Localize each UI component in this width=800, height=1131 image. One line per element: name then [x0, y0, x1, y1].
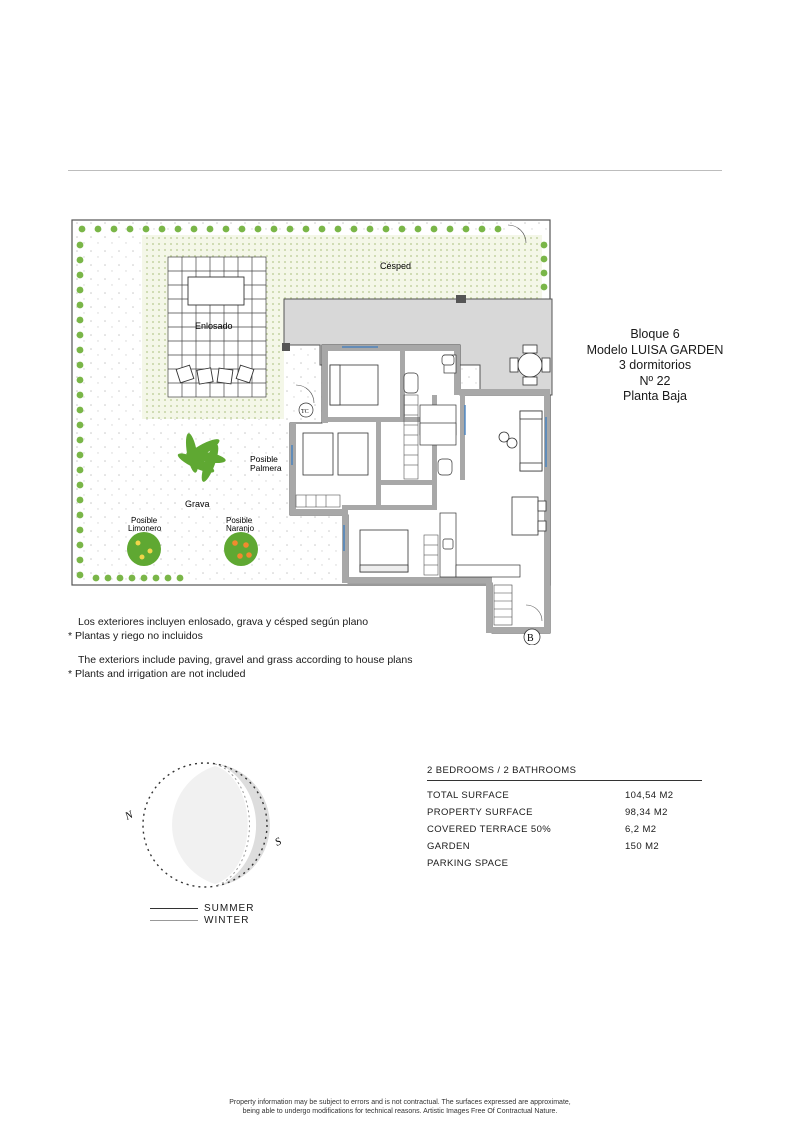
- hedge-dot: [127, 226, 134, 233]
- hedge-dot: [77, 467, 84, 474]
- winter-legend-label: WINTER: [204, 914, 250, 926]
- bedroom-count: 3 dormitorios: [618, 358, 692, 372]
- hedge-dot: [303, 226, 310, 233]
- label-enlosado: Enlosado: [195, 321, 233, 331]
- hedge-dot: [175, 226, 182, 233]
- hedge-dot: [77, 242, 84, 249]
- hedge-dot: [367, 226, 374, 233]
- hedge-dot: [463, 226, 470, 233]
- hedge-dot: [105, 575, 112, 582]
- table-row: [427, 787, 702, 804]
- hedge-dot: [77, 572, 84, 579]
- sun-chart-legend: [150, 902, 254, 926]
- table-row: [427, 838, 702, 855]
- hedge-dot: [541, 242, 548, 249]
- hedge-dot: [141, 575, 148, 582]
- row-label: PARKING SPACE: [427, 858, 509, 869]
- row-label: PROPERTY SURFACE: [427, 807, 533, 818]
- row-label: GARDEN: [427, 841, 471, 852]
- hedge-dot: [77, 317, 84, 324]
- orange-tree: [224, 532, 258, 566]
- hedge-dot: [191, 226, 198, 233]
- disclaimer-line-2: being able to undergo modifications for technical reasons. Artistic Images Free Of Contractual Nature.: [242, 1108, 558, 1115]
- hedge-dot: [541, 270, 548, 277]
- hedge-dot: [351, 226, 358, 233]
- note-es-1: Los exteriores incluyen enlosado, grava y césped según plano: [78, 616, 369, 628]
- hedge-dot: [77, 377, 84, 384]
- north-label: N: [123, 808, 135, 823]
- summer-legend-label: SUMMER: [204, 902, 255, 914]
- note-en-1: The exteriors include paving, gravel and grass according to house plans: [78, 654, 413, 666]
- hedge-dot: [77, 452, 84, 459]
- hedge-dot: [77, 362, 84, 369]
- south-label: S: [273, 835, 284, 849]
- legal-disclaimer: [150, 1098, 650, 1116]
- hedge-dot: [77, 497, 84, 504]
- row-label: TOTAL SURFACE: [427, 790, 510, 801]
- hedge-dot: [77, 287, 84, 294]
- hedge-dot: [159, 226, 166, 233]
- sun-fill: [172, 766, 248, 884]
- hedge-dot: [431, 226, 438, 233]
- label-posible-limonero-1: Posible: [131, 516, 158, 525]
- table-row: [427, 821, 702, 838]
- floor-plan: [60, 205, 560, 645]
- hedge-dot: [111, 226, 118, 233]
- small-marker-label: TC: [301, 409, 309, 415]
- hedge-dot: [399, 226, 406, 233]
- hedge-dot: [223, 226, 230, 233]
- entrance-marker-label: B: [527, 633, 534, 644]
- hedge-dot: [541, 284, 548, 291]
- hedge-dot: [129, 575, 136, 582]
- block-info: [560, 327, 750, 405]
- terrace-column: [456, 295, 466, 303]
- hedge-dot: [77, 257, 84, 264]
- hedge-dot: [415, 226, 422, 233]
- lemon-tree: [127, 532, 161, 566]
- hedge-dot: [77, 542, 84, 549]
- table-row: [427, 855, 702, 872]
- terrace-column: [282, 343, 290, 351]
- unit-number: Nº 22: [639, 373, 671, 388]
- hedge-dot: [153, 575, 160, 582]
- hedge-dot: [77, 272, 84, 279]
- hedge-dot: [541, 256, 548, 263]
- hedge-dot: [177, 575, 184, 582]
- winter-legend-line: [150, 920, 198, 921]
- hedge-dot: [117, 575, 124, 582]
- hedge-dot: [335, 226, 342, 233]
- hedge-dot: [447, 226, 454, 233]
- bed-third: [360, 530, 408, 572]
- block-number: Bloque 6: [630, 327, 680, 341]
- disclaimer-line-1: Property information may be subject to errors and is not contractual. The surfaces expressed are approximate,: [229, 1099, 571, 1106]
- model-name: Modelo LUISA GARDEN: [586, 342, 724, 357]
- row-label: COVERED TERRACE 50%: [427, 824, 552, 835]
- hedge-dot: [207, 226, 214, 233]
- hedge-dot: [271, 226, 278, 233]
- hedge-dot: [93, 575, 100, 582]
- hedge-dot: [165, 575, 172, 582]
- note-en-2: * Plants and irrigation are not included: [68, 668, 246, 680]
- hedge-dot: [77, 512, 84, 519]
- hedge-dot: [77, 557, 84, 564]
- hedge-dot: [95, 226, 102, 233]
- note-es-2: * Plantas y riego no incluidos: [68, 630, 203, 642]
- hedge-dot: [77, 347, 84, 354]
- floor-level: Planta Baja: [623, 389, 687, 403]
- surface-table: [427, 765, 702, 872]
- row-value: 98,34 M2: [625, 807, 668, 818]
- label-grava: Grava: [185, 499, 210, 509]
- label-posible-palmera-1: Posible: [250, 454, 278, 464]
- top-divider: [68, 170, 722, 171]
- exterior-notes: [68, 615, 412, 681]
- table-heading: 2 BEDROOMS / 2 BATHROOMS: [427, 765, 702, 781]
- hedge-dot: [319, 226, 326, 233]
- bed-main: [330, 365, 378, 405]
- label-posible-palmera-2: Palmera: [250, 463, 282, 473]
- hedge-dot: [77, 422, 84, 429]
- hedge-dot: [287, 226, 294, 233]
- hedge-dot: [77, 437, 84, 444]
- hedge-dot: [79, 226, 86, 233]
- hedge-dot: [239, 226, 246, 233]
- hedge-dot: [383, 226, 390, 233]
- hedge-dot: [495, 226, 502, 233]
- hedge-dot: [77, 302, 84, 309]
- table-row: [427, 804, 702, 821]
- hedge-dot: [479, 226, 486, 233]
- hedge-dot: [77, 527, 84, 534]
- label-posible-naranjo-1: Posible: [226, 516, 253, 525]
- summer-legend-line: [150, 908, 198, 909]
- hedge-dot: [143, 226, 150, 233]
- row-value: 150 M2: [625, 841, 660, 852]
- hedge-dot: [77, 332, 84, 339]
- hedge-dot: [77, 407, 84, 414]
- row-value: 104,54 M2: [625, 790, 674, 801]
- hedge-dot: [255, 226, 262, 233]
- hedge-dot: [77, 482, 84, 489]
- label-cesped: Césped: [380, 261, 412, 271]
- label-posible-limonero-2: Limonero: [128, 524, 162, 533]
- label-posible-naranjo-2: Naranjo: [226, 524, 255, 533]
- sun-path-chart: [115, 750, 295, 900]
- row-value: 6,2 M2: [625, 824, 657, 835]
- hedge-dot: [77, 392, 84, 399]
